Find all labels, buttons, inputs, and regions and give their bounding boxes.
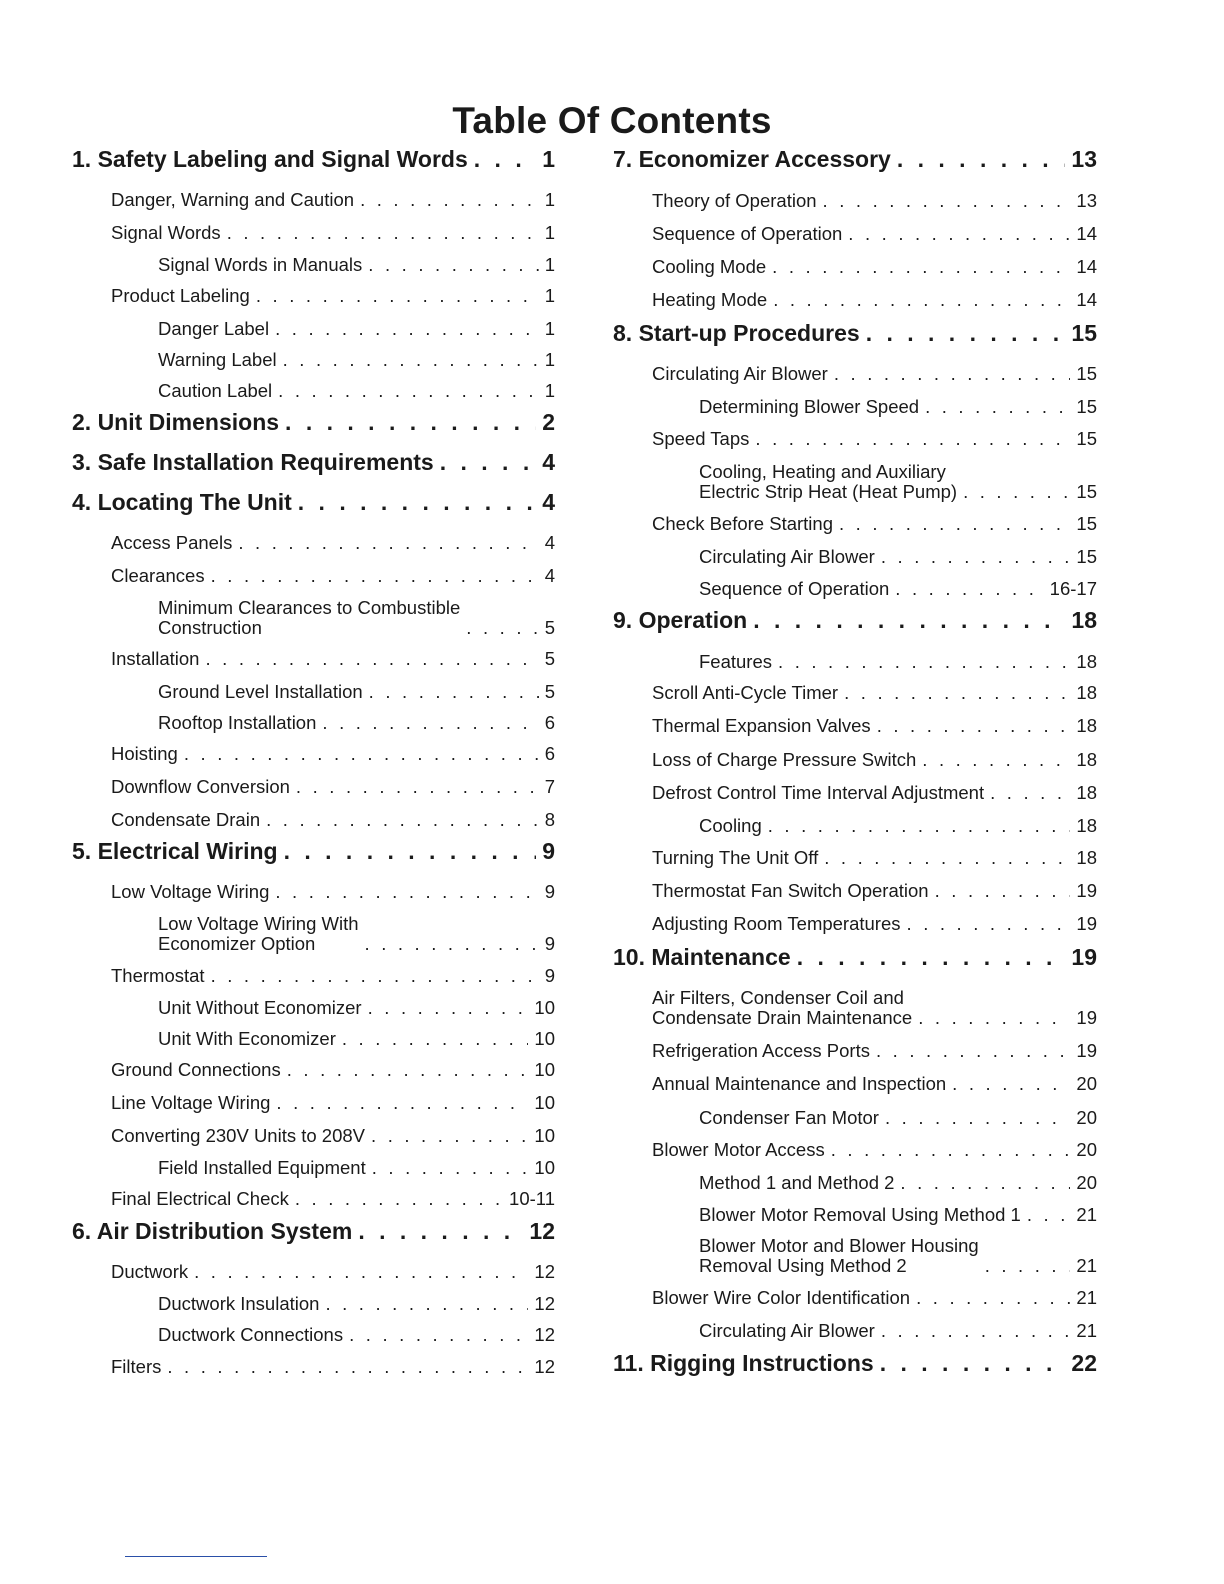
- toc-page-number: 15: [1076, 546, 1097, 567]
- toc-page-number: 4: [544, 565, 555, 586]
- toc-page-number: 13: [1076, 190, 1097, 211]
- toc-page-number: 21: [1076, 1204, 1097, 1225]
- dot-leader: [365, 934, 539, 954]
- toc-page-number: 14: [1076, 289, 1097, 310]
- dot-leader: [372, 1158, 529, 1178]
- toc-entry-label: Scroll Anti-Cycle Timer: [652, 682, 839, 703]
- dot-leader: [916, 1288, 1070, 1308]
- toc-entry-label: Signal Words: [111, 222, 221, 243]
- dot-leader: [922, 750, 1070, 770]
- dot-leader: [880, 1350, 1066, 1376]
- toc-page-number: 19: [1076, 1040, 1097, 1061]
- toc-entry-label: Theory of Operation: [652, 190, 817, 211]
- toc-page-number: 21: [1076, 1320, 1097, 1341]
- toc-page-number: 20: [1076, 1107, 1097, 1128]
- toc-entry: [613, 748, 1097, 770]
- toc-entry: [72, 680, 555, 702]
- toc-entry-label: 3. Safe Installation Requirements: [72, 449, 434, 475]
- toc-section-heading: [613, 320, 1097, 346]
- toc-entry: [72, 317, 555, 339]
- dot-leader: [839, 514, 1070, 534]
- toc-page-number: 4: [544, 532, 555, 553]
- dot-leader: [778, 652, 1070, 672]
- toc-page-number: 19: [1071, 944, 1097, 970]
- toc-page-number: 18: [1076, 715, 1097, 736]
- toc-entry: [72, 964, 555, 986]
- toc-page-number: 21: [1076, 1287, 1097, 1308]
- dot-leader: [371, 1126, 528, 1146]
- toc-entry-label: Access Panels: [111, 532, 233, 553]
- toc-page-number: 18: [1076, 749, 1097, 770]
- page-title: Table Of Contents: [452, 100, 772, 141]
- toc-page-number: 6: [544, 712, 555, 733]
- toc-entry: [613, 912, 1097, 934]
- toc-entry: [613, 846, 1097, 868]
- toc-entry: [72, 596, 555, 638]
- toc-page-number: 10: [534, 1157, 555, 1178]
- toc-page-number: 12: [534, 1324, 555, 1345]
- toc-entry: [613, 986, 1097, 1028]
- dot-leader: [985, 1256, 1071, 1276]
- toc-entry: [72, 1091, 555, 1113]
- toc-entry-label: Method 1 and Method 2: [699, 1172, 895, 1193]
- toc-page-number: 1: [542, 146, 555, 172]
- toc-entry-label: Sequence of Operation: [699, 578, 890, 599]
- toc-entry: [613, 879, 1097, 901]
- toc-entry-label: 8. Start-up Procedures: [613, 320, 860, 346]
- toc-page-number: 14: [1076, 223, 1097, 244]
- toc-entry-label: Filters: [111, 1356, 162, 1377]
- dot-leader: [925, 397, 1070, 417]
- toc-entry: [613, 545, 1097, 567]
- dot-leader: [266, 810, 539, 830]
- toc-entry: [613, 1138, 1097, 1160]
- toc-entry-label: Blower Motor Access: [652, 1139, 825, 1160]
- toc-page-number: 20: [1076, 1073, 1097, 1094]
- toc-page-number: 22: [1071, 1350, 1097, 1376]
- toc-entry: [613, 222, 1097, 244]
- dot-leader: [474, 146, 536, 172]
- toc-page-number: 18: [1076, 682, 1097, 703]
- dot-leader: [848, 224, 1070, 244]
- toc-page-number: 12: [534, 1293, 555, 1314]
- toc-page-number: 15: [1076, 396, 1097, 417]
- toc-page-number: 12: [534, 1356, 555, 1377]
- dot-leader: [797, 944, 1066, 970]
- toc-entry: [72, 808, 555, 830]
- toc-entry-label: Defrost Control Time Interval Adjustment: [652, 782, 985, 803]
- toc-page-number: 19: [1076, 880, 1097, 901]
- dot-leader: [369, 682, 539, 702]
- toc-entry-label: 6. Air Distribution System: [72, 1218, 353, 1244]
- dot-leader: [322, 713, 538, 733]
- toc-entry: [613, 814, 1097, 836]
- dot-leader: [897, 146, 1066, 172]
- toc-page-number: 1: [544, 189, 555, 210]
- toc-entry: [72, 379, 555, 401]
- toc-page-number: 4: [542, 489, 555, 515]
- toc-entry: [72, 1292, 555, 1314]
- toc-page-number: 1: [544, 285, 555, 306]
- toc-page-number: 12: [534, 1261, 555, 1282]
- toc-entry: [613, 1106, 1097, 1128]
- toc-entry-label: Converting 230V Units to 208V: [111, 1125, 366, 1146]
- toc-section-heading: [613, 146, 1097, 172]
- toc-entry-label: Rooftop Installation: [158, 712, 317, 733]
- toc-page-number: 9: [544, 881, 555, 902]
- toc-entry-label: Blower Wire Color Identification: [652, 1287, 911, 1308]
- toc-entry: [72, 1187, 555, 1209]
- toc-page-number: 21: [1076, 1255, 1097, 1276]
- dot-leader: [256, 286, 539, 306]
- toc-entry: [613, 460, 1097, 502]
- toc-page-number: 20: [1076, 1172, 1097, 1193]
- toc-entry-label: 9. Operation: [613, 607, 748, 633]
- toc-entry-label: Heating Mode: [652, 289, 768, 310]
- toc-page-number: 9: [542, 838, 555, 864]
- toc-entry-label: Thermal Expansion Valves: [652, 715, 871, 736]
- dot-leader: [885, 1108, 1070, 1128]
- toc-page-number: 1: [544, 380, 555, 401]
- toc-page-number: 19: [1076, 913, 1097, 934]
- toc-entry: [613, 1072, 1097, 1094]
- toc-entry-label: Signal Words in Manuals: [158, 254, 363, 275]
- toc-section-heading: [613, 607, 1097, 633]
- toc-entry-label: Thermostat Fan Switch Operation: [652, 880, 929, 901]
- toc-entry-label: Final Electrical Check: [111, 1188, 289, 1209]
- toc-page-number: 2: [542, 409, 555, 435]
- dot-leader: [952, 1074, 1070, 1094]
- toc-entry-label: Circulating Air Blower: [699, 546, 875, 567]
- toc-entry-label: Cooling: [699, 815, 762, 836]
- toc-entry-label: 5. Electrical Wiring: [72, 838, 278, 864]
- toc-entry-label: Unit With Economizer: [158, 1028, 336, 1049]
- toc-entry-label: Danger Label: [158, 318, 270, 339]
- toc-entry-label: Low Voltage Wiring With Economizer Option: [158, 913, 359, 954]
- toc-section-heading: [72, 409, 555, 435]
- toc-entry-label: Blower Motor Removal Using Method 1: [699, 1204, 1021, 1225]
- toc-entry-label: Air Filters, Condenser Coil and Condensate Drain Maintenance: [652, 987, 913, 1028]
- dot-leader: [360, 190, 539, 210]
- toc-page-number: 10: [534, 1125, 555, 1146]
- toc-section-heading: [72, 449, 555, 475]
- toc-entry: [72, 531, 555, 553]
- toc-entry-label: Condensate Drain: [111, 809, 261, 830]
- toc-page-number: 15: [1076, 481, 1097, 502]
- dot-leader: [834, 364, 1071, 384]
- toc-entry-label: Low Voltage Wiring: [111, 881, 270, 902]
- toc-entry-label: Product Labeling: [111, 285, 250, 306]
- toc-page-number: 12: [529, 1218, 555, 1244]
- toc-entry: [72, 1058, 555, 1080]
- toc-page-number: 15: [1076, 363, 1097, 384]
- toc-page-number: 10: [534, 1059, 555, 1080]
- dot-leader: [325, 1294, 528, 1314]
- toc-entry-label: Ground Level Installation: [158, 681, 363, 702]
- dot-leader: [1027, 1205, 1071, 1225]
- dot-leader: [755, 429, 1070, 449]
- toc-entry-label: Minimum Clearances to Combustible Construction: [158, 597, 461, 638]
- toc-entry: [72, 564, 555, 586]
- toc-entry-label: Warning Label: [158, 349, 277, 370]
- dot-leader: [963, 482, 1070, 502]
- toc-section-heading: [72, 1218, 555, 1244]
- dot-leader: [275, 319, 539, 339]
- dot-leader: [824, 848, 1070, 868]
- dot-leader: [881, 1321, 1071, 1341]
- toc-entry: [72, 775, 555, 797]
- toc-page-number: 15: [1076, 428, 1097, 449]
- toc-entry-label: Circulating Air Blower: [652, 363, 828, 384]
- dot-leader: [990, 783, 1070, 803]
- dot-leader: [194, 1262, 528, 1282]
- toc-entry-label: Features: [699, 651, 773, 672]
- toc-entry-label: Annual Maintenance and Inspection: [652, 1073, 947, 1094]
- toc-entry: [613, 427, 1097, 449]
- toc-entry: [72, 348, 555, 370]
- toc-page-number: 16-17: [1049, 578, 1097, 599]
- dot-leader: [167, 1357, 528, 1377]
- toc-entry-label: Refrigeration Access Ports: [652, 1040, 870, 1061]
- toc-entry-label: Blower Motor and Blower Housing Removal Using Method 2: [699, 1235, 979, 1276]
- toc-entry-label: Sequence of Operation: [652, 223, 843, 244]
- toc-entry: [72, 221, 555, 243]
- toc-entry: [72, 188, 555, 210]
- toc-section-heading: [72, 146, 555, 172]
- dot-leader: [358, 1218, 523, 1244]
- toc-entry: [613, 395, 1097, 417]
- toc-page-number: 18: [1076, 782, 1097, 803]
- toc-page-number: 4: [542, 449, 555, 475]
- toc-page-number: 7: [544, 776, 555, 797]
- toc-page-number: 5: [544, 648, 555, 669]
- toc-entry-label: Caution Label: [158, 380, 273, 401]
- toc-entry-label: Circulating Air Blower: [699, 1320, 875, 1341]
- dot-leader: [295, 1189, 503, 1209]
- toc-entry-label: Speed Taps: [652, 428, 750, 449]
- toc-page-number: 5: [544, 617, 555, 638]
- dot-leader: [772, 257, 1070, 277]
- toc-entry-label: 7. Economizer Accessory: [613, 146, 891, 172]
- dot-leader: [768, 816, 1071, 836]
- dot-leader: [753, 607, 1065, 633]
- toc-entry-label: Ductwork Insulation: [158, 1293, 320, 1314]
- toc-entry: [613, 255, 1097, 277]
- toc-entry: [613, 1039, 1097, 1061]
- toc-page-number: 1: [544, 254, 555, 275]
- dot-leader: [440, 449, 536, 475]
- toc-page-number: 20: [1076, 1139, 1097, 1160]
- toc-entry: [613, 781, 1097, 803]
- toc-entry-label: 10. Maintenance: [613, 944, 791, 970]
- toc-page-number: 18: [1076, 651, 1097, 672]
- toc-entry-label: Ductwork: [111, 1261, 189, 1282]
- toc-entry: [72, 253, 555, 275]
- toc-entry: [613, 1286, 1097, 1308]
- toc-page-number: 15: [1076, 513, 1097, 534]
- toc-page-number: 18: [1076, 815, 1097, 836]
- toc-entry-label: Determining Blower Speed: [699, 396, 920, 417]
- toc-entry: [72, 742, 555, 764]
- toc-entry: [72, 1156, 555, 1178]
- toc-entry-label: Loss of Charge Pressure Switch: [652, 749, 917, 770]
- toc-entry: [613, 577, 1097, 599]
- dot-leader: [276, 1093, 528, 1113]
- dot-leader: [349, 1325, 528, 1345]
- toc-page-number: 1: [544, 222, 555, 243]
- toc-entry: [613, 1319, 1097, 1341]
- toc-page-number: 18: [1076, 847, 1097, 868]
- toc-page-number: 14: [1076, 256, 1097, 277]
- dot-leader: [368, 998, 529, 1018]
- dot-leader: [278, 381, 539, 401]
- toc-section-heading: [613, 1350, 1097, 1376]
- toc-entry-label: Ductwork Connections: [158, 1324, 344, 1345]
- dot-leader: [844, 683, 1070, 703]
- toc-entry-label: Downflow Conversion: [111, 776, 290, 797]
- toc-entry: [613, 1203, 1097, 1225]
- toc-entry: [72, 711, 555, 733]
- dot-leader: [466, 618, 538, 638]
- toc-entry-label: Clearances: [111, 565, 205, 586]
- toc-page-number: 13: [1071, 146, 1097, 172]
- dot-leader: [287, 1060, 529, 1080]
- toc-entry: [72, 1323, 555, 1345]
- toc-entry-label: Adjusting Room Temperatures: [652, 913, 901, 934]
- dot-leader: [895, 579, 1043, 599]
- toc-entry: [613, 288, 1097, 310]
- toc-page-number: 9: [544, 965, 555, 986]
- dot-leader: [275, 882, 538, 902]
- toc-entry-label: Hoisting: [111, 743, 178, 764]
- toc-entry-label: 4. Locating The Unit: [72, 489, 292, 515]
- dot-leader: [298, 489, 536, 515]
- dot-leader: [238, 533, 538, 553]
- toc-entry: [72, 1124, 555, 1146]
- toc-entry: [613, 189, 1097, 211]
- toc-entry-label: Turning The Unit Off: [652, 847, 819, 868]
- toc-entry: [613, 512, 1097, 534]
- toc-entry: [613, 1171, 1097, 1193]
- dot-leader: [205, 649, 538, 669]
- dot-leader: [881, 547, 1071, 567]
- toc-page-number: 8: [544, 809, 555, 830]
- dot-leader: [866, 320, 1066, 346]
- toc-entry-label: Unit Without Economizer: [158, 997, 362, 1018]
- toc-page-number: 5: [544, 681, 555, 702]
- dot-leader: [918, 1008, 1070, 1028]
- dot-leader: [285, 409, 536, 435]
- toc-entry-label: 11. Rigging Instructions: [613, 1350, 874, 1376]
- dot-leader: [877, 716, 1071, 736]
- toc-entry: [72, 284, 555, 306]
- toc-page-number: 15: [1071, 320, 1097, 346]
- toc-entry-label: 2. Unit Dimensions: [72, 409, 280, 435]
- toc-entry-label: Ground Connections: [111, 1059, 281, 1080]
- dot-leader: [211, 966, 539, 986]
- toc-entry: [72, 1355, 555, 1377]
- toc-entry-label: Cooling Mode: [652, 256, 767, 277]
- toc-entry: [72, 1260, 555, 1282]
- toc-page-number: 10: [534, 1092, 555, 1113]
- toc-page-number: 18: [1071, 607, 1097, 633]
- dot-leader: [296, 777, 539, 797]
- toc-entry: [613, 714, 1097, 736]
- dot-leader: [900, 1173, 1070, 1193]
- toc-page-number: 10: [534, 997, 555, 1018]
- toc-entry-label: Installation: [111, 648, 200, 669]
- dot-leader: [283, 350, 539, 370]
- toc-section-heading: [72, 489, 555, 515]
- toc-entry-label: Line Voltage Wiring: [111, 1092, 271, 1113]
- toc-section-heading: [613, 944, 1097, 970]
- toc-entry: [72, 880, 555, 902]
- toc-entry: [613, 650, 1097, 672]
- toc-entry: [72, 1027, 555, 1049]
- toc-entry-label: Field Installed Equipment: [158, 1157, 366, 1178]
- dot-leader: [876, 1041, 1070, 1061]
- dot-leader: [368, 255, 538, 275]
- dot-leader: [211, 566, 539, 586]
- toc-page-number: 10: [534, 1028, 555, 1049]
- toc-entry-label: Danger, Warning and Caution: [111, 189, 355, 210]
- toc-entry-label: 1. Safety Labeling and Signal Words: [72, 146, 468, 172]
- dot-leader: [907, 914, 1071, 934]
- toc-entry-label: Cooling, Heating and Auxiliary Electric Strip Heat (Heat Pump): [699, 461, 958, 502]
- dot-leader: [284, 838, 537, 864]
- toc-entry: [613, 681, 1097, 703]
- dot-leader: [823, 191, 1071, 211]
- toc-entry-label: Check Before Starting: [652, 513, 833, 534]
- toc-page-number: 1: [544, 349, 555, 370]
- toc-entry-label: Condenser Fan Motor: [699, 1107, 879, 1128]
- toc-entry: [613, 362, 1097, 384]
- toc-page-number: 10-11: [509, 1188, 555, 1209]
- toc-page-number: 19: [1076, 1007, 1097, 1028]
- dot-leader: [935, 881, 1071, 901]
- toc-entry: [72, 912, 555, 954]
- footnote-divider: [125, 1556, 267, 1557]
- toc-page-number: 9: [544, 933, 555, 954]
- dot-leader: [184, 744, 539, 764]
- dot-leader: [342, 1029, 529, 1049]
- dot-leader: [773, 290, 1070, 310]
- toc-page-number: 6: [544, 743, 555, 764]
- toc-entry: [72, 996, 555, 1018]
- toc-entry: [613, 1234, 1097, 1276]
- toc-entry-label: Thermostat: [111, 965, 205, 986]
- toc-section-heading: [72, 838, 555, 864]
- toc-entry: [72, 647, 555, 669]
- dot-leader: [227, 223, 539, 243]
- dot-leader: [831, 1140, 1071, 1160]
- toc-page-number: 1: [544, 318, 555, 339]
